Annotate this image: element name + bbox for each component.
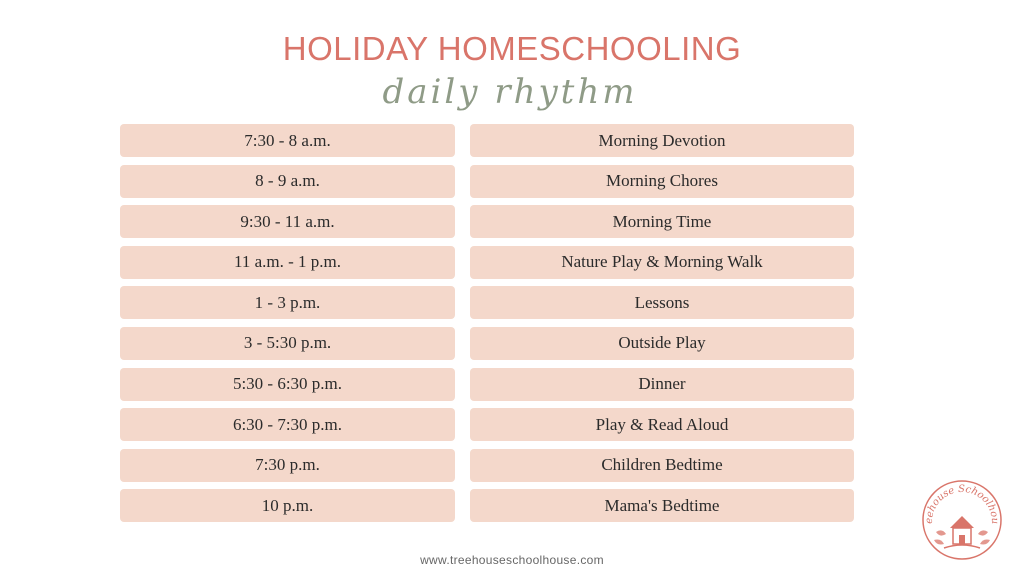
schedule-time: 6:30 - 7:30 p.m. xyxy=(120,408,455,441)
page-subtitle: daily rhythm xyxy=(382,72,638,112)
schedule-activity: Mama's Bedtime xyxy=(470,489,854,522)
schedule-row xyxy=(120,165,854,198)
schedule-activity: Children Bedtime xyxy=(470,449,854,482)
page-title: HOLIDAY HOMESCHOOLING xyxy=(282,30,742,67)
schedule-row xyxy=(120,205,854,238)
schedule-time: 3 - 5:30 p.m. xyxy=(120,327,455,360)
logo-text: eehouse Schoolhou xyxy=(923,483,1001,525)
schedule-activity: Morning Devotion xyxy=(470,124,854,157)
schedule-row xyxy=(120,449,854,482)
schedule-activity: Lessons xyxy=(470,286,854,319)
schedule-table xyxy=(120,124,854,530)
schedule-row xyxy=(120,286,854,319)
schedule-time: 8 - 9 a.m. xyxy=(120,165,455,198)
schedule-activity: Nature Play & Morning Walk xyxy=(470,246,854,279)
schedule-row xyxy=(120,124,854,157)
treehouse-logo xyxy=(920,478,1004,562)
schedule-row xyxy=(120,246,854,279)
schedule-time: 7:30 p.m. xyxy=(120,449,455,482)
schedule-time: 11 a.m. - 1 p.m. xyxy=(120,246,455,279)
house-logo-icon xyxy=(920,478,1004,562)
schedule-time: 7:30 - 8 a.m. xyxy=(120,124,455,157)
schedule-time: 9:30 - 11 a.m. xyxy=(120,205,455,238)
schedule-row xyxy=(120,327,854,360)
schedule-time: 1 - 3 p.m. xyxy=(120,286,455,319)
schedule-time: 5:30 - 6:30 p.m. xyxy=(120,368,455,401)
schedule-row xyxy=(120,489,854,522)
schedule-time: 10 p.m. xyxy=(120,489,455,522)
schedule-activity: Play & Read Aloud xyxy=(470,408,854,441)
footer-url[interactable]: www.treehouseschoolhouse.com xyxy=(420,553,604,567)
schedule-row xyxy=(120,408,854,441)
schedule-activity: Dinner xyxy=(470,368,854,401)
schedule-activity: Morning Time xyxy=(470,205,854,238)
schedule-activity: Outside Play xyxy=(470,327,854,360)
schedule-activity: Morning Chores xyxy=(470,165,854,198)
svg-text:Treehouse Schoolhouse xyxy=(920,478,1000,524)
schedule-row xyxy=(120,368,854,401)
